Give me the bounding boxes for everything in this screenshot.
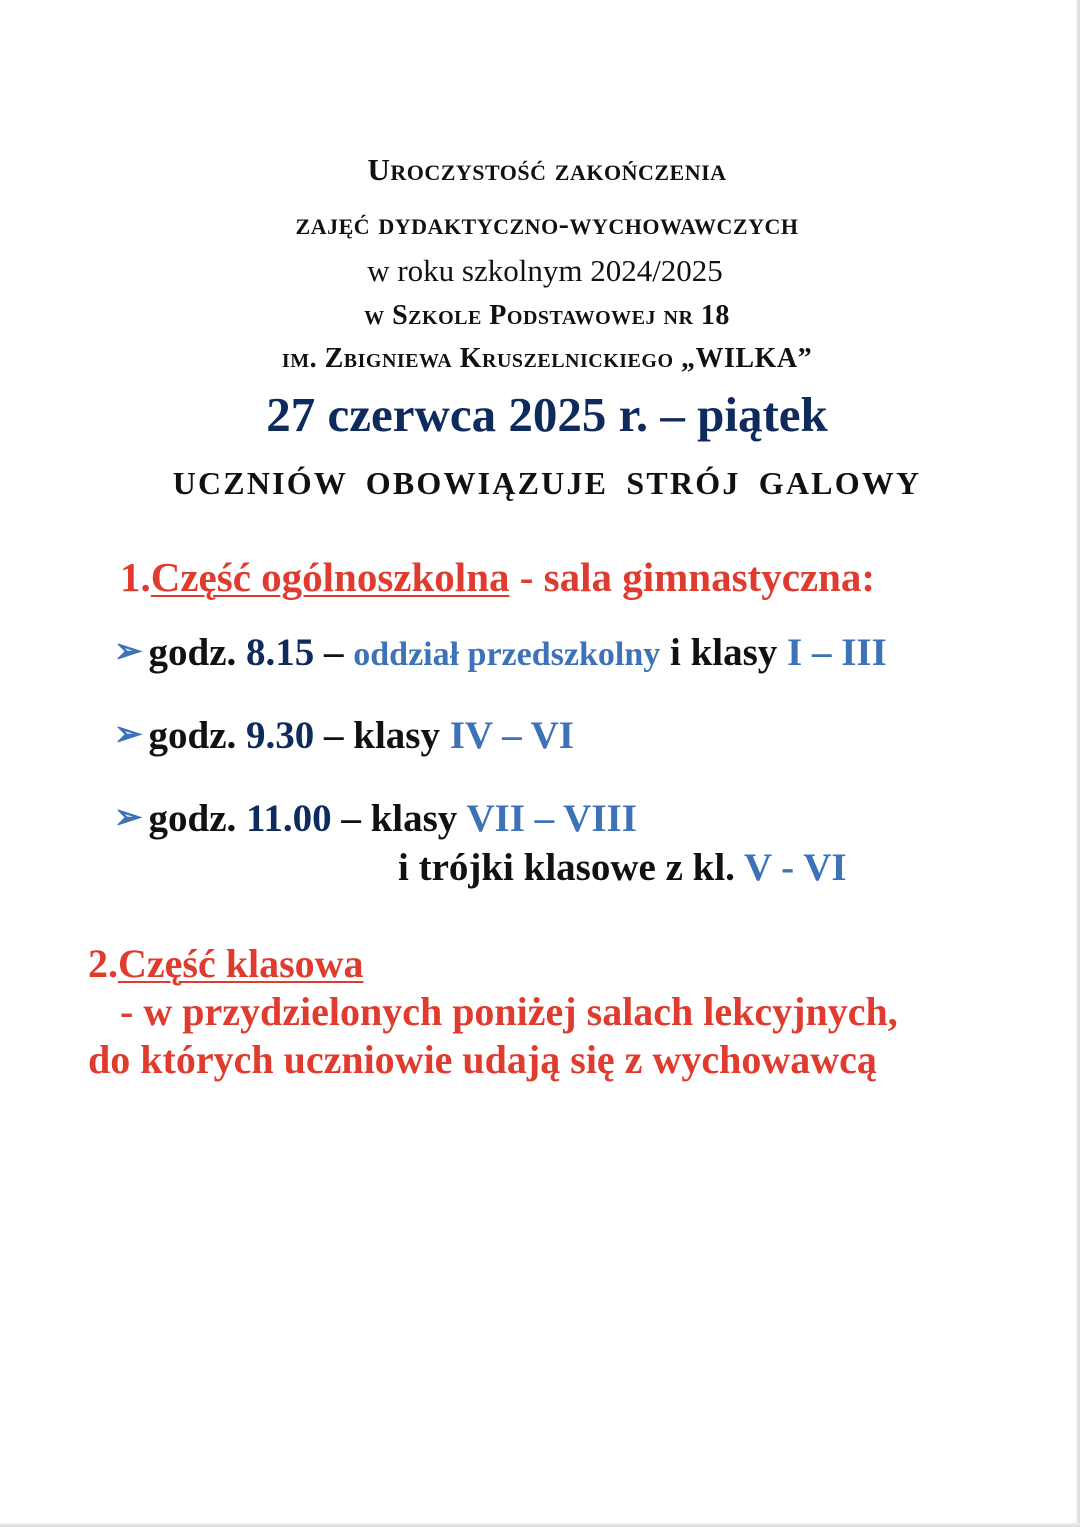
arrow-bullet-icon: ➢ xyxy=(114,799,143,836)
event-date: 27 czerwca 2025 r. – piątek xyxy=(266,387,828,442)
header-line-2: zajęć dydaktyczno-wychowawczych xyxy=(295,206,799,241)
part-2-number: 2. xyxy=(88,941,118,986)
time-prefix: godz. xyxy=(148,797,246,840)
page-edge-bottom xyxy=(0,1523,1080,1527)
class-range: I – III xyxy=(787,631,887,674)
part-1-number: 1. xyxy=(120,554,151,600)
part-1-location: - sala gimnastyczna: xyxy=(509,554,876,600)
class-range: VII – VIII xyxy=(466,797,637,840)
dash: – xyxy=(314,631,354,674)
header-line-4: w Szkole Podstawowej nr 18 xyxy=(364,300,730,331)
time-prefix: godz. xyxy=(148,631,246,674)
time-value: 9.30 xyxy=(246,714,315,757)
arrow-bullet-icon: ➢ xyxy=(114,716,143,753)
dash: – klasy xyxy=(331,797,467,840)
part-1-heading xyxy=(120,553,875,601)
group-name: oddział przedszkolny xyxy=(353,636,661,673)
header-line-5: im. Zbigniewa Kruszelnickiego „WILKA” xyxy=(281,343,813,374)
part-2-line-3: do których uczniowie udają się z wychowawcą xyxy=(88,1037,877,1082)
dress-code: UCZNIÓW OBOWIĄZUJE STRÓJ GALOWY xyxy=(172,465,922,501)
dash: – klasy xyxy=(314,714,450,757)
class-range: IV – VI xyxy=(449,714,574,757)
schedule-item-3-extra xyxy=(398,845,847,890)
part-2-line-2: - w przydzielonych poniżej salach lekcyjnych, xyxy=(120,989,898,1034)
extra-class-range: V - VI xyxy=(743,846,847,889)
arrow-bullet-icon: ➢ xyxy=(114,633,143,670)
part-1-title: Część ogólnoszkolna xyxy=(150,554,510,600)
time-value: 11.00 xyxy=(246,797,332,840)
time-prefix: godz. xyxy=(148,714,246,757)
header-line-3: w roku szkolnym 2024/2025 xyxy=(367,253,723,288)
part-2-title: Część klasowa xyxy=(118,941,364,986)
time-value: 8.15 xyxy=(246,631,315,674)
schedule-item-2 xyxy=(114,713,574,758)
part-2-section xyxy=(88,940,898,1084)
part-2-heading xyxy=(88,940,898,988)
schedule-item-1 xyxy=(114,630,887,675)
page-edge-right xyxy=(1076,0,1080,1527)
header-line-1: Uroczystość zakończenia xyxy=(367,152,727,187)
middle-text: i klasy xyxy=(660,631,788,674)
extra-text: i trójki klasowe z kl. xyxy=(398,846,744,889)
schedule-item-3 xyxy=(114,796,637,841)
